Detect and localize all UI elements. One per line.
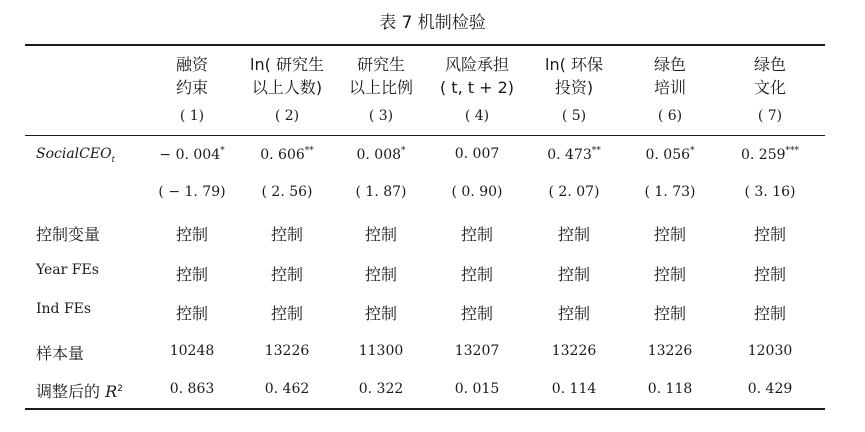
coefficient-cell (356, 146, 405, 163)
row-value-r2: 0. 015 (454, 381, 500, 397)
column-header-line2: 文化 (753, 78, 787, 97)
column-header-line2: 以上比例 (348, 78, 414, 97)
row-label-year (36, 262, 99, 278)
row-value-r2: 0. 322 (358, 381, 404, 397)
row-value-controls: 控制 (364, 225, 398, 244)
t-statistic-cell: ( 1. 87) (355, 184, 407, 200)
row-value-ind: 控制 (753, 304, 787, 323)
row-value-n: 13226 (264, 343, 310, 359)
header-rule (25, 135, 825, 136)
row-value-ind: 控制 (270, 304, 304, 323)
row-value-r2: 0. 462 (264, 381, 310, 397)
bottom-rule (25, 408, 825, 410)
coefficient-value: 0. 056 (645, 147, 691, 163)
coefficient-cell (741, 146, 799, 163)
row-label-text: 调整后的 (36, 382, 101, 401)
significance-stars: *** (785, 146, 800, 156)
row-value-year: 控制 (175, 265, 209, 284)
coefficient-value: 0. 473 (547, 147, 592, 163)
row-label-ind (36, 301, 91, 317)
row-value-controls: 控制 (753, 225, 787, 244)
row-value-year: 控制 (653, 265, 687, 284)
table-caption: 表 7 机制检验 (379, 13, 486, 33)
t-statistic-cell: ( 2. 07) (548, 184, 600, 200)
coefficient-value: 0. 259 (740, 147, 786, 163)
coefficient-cell (455, 146, 500, 162)
significance-stars: ** (591, 146, 601, 156)
t-statistic-cell: ( 2. 56) (261, 184, 313, 200)
column-header-line2: 培训 (653, 78, 687, 97)
column-header-line2: 投资) (554, 78, 594, 97)
row-value-controls: 控制 (460, 225, 494, 244)
row-value-ind: 控制 (557, 304, 591, 323)
row-value-year: 控制 (364, 265, 398, 284)
socialceo-label-subscript: t (111, 154, 115, 164)
row-value-n: 10248 (169, 343, 215, 359)
t-statistic-cell: ( 1. 73) (644, 184, 696, 200)
row-value-n: 11300 (358, 343, 404, 359)
row-value-ind: 控制 (653, 304, 687, 323)
column-header-line1: 风险承担 (444, 55, 510, 74)
row-value-r2: 0. 429 (747, 381, 793, 397)
column-header-line1: 绿色 (653, 55, 687, 74)
column-number: ( 3) (368, 108, 394, 124)
row-value-year: 控制 (753, 265, 787, 284)
row-value-controls: 控制 (175, 225, 209, 244)
row-value-ind: 控制 (175, 304, 209, 323)
row-label-text: 控制变量 (36, 225, 101, 244)
r-superscript: 2 (117, 384, 123, 394)
column-number: ( 6) (657, 108, 683, 124)
row-value-controls: 控制 (653, 225, 687, 244)
significance-stars: * (401, 146, 406, 156)
row-value-n: 13226 (647, 343, 693, 359)
t-statistic-cell: ( − 1. 79) (158, 184, 226, 200)
coefficient-cell (159, 146, 224, 163)
column-header-line1: 研究生 (356, 55, 406, 74)
column-number: ( 4) (464, 108, 490, 124)
top-rule (25, 44, 825, 46)
row-label-n (36, 341, 84, 364)
row-value-n: 12030 (747, 343, 793, 359)
row-value-year: 控制 (557, 265, 591, 284)
coefficient-cell (547, 146, 601, 163)
row-value-controls: 控制 (557, 225, 591, 244)
significance-stars: * (690, 146, 695, 156)
row-value-r2: 0. 114 (551, 381, 597, 397)
column-header-line2: ( t, t + 2) (439, 78, 515, 97)
column-header-line2: 约束 (175, 78, 209, 97)
row-label-controls (36, 222, 100, 245)
column-number: ( 7) (757, 108, 783, 124)
row-label-socialceo (36, 146, 115, 164)
column-header-line1: 绿色 (753, 55, 787, 74)
row-value-ind: 控制 (364, 304, 398, 323)
column-header-line1: ln( 环保 (545, 55, 603, 74)
coefficient-value: 0. 008 (356, 147, 402, 163)
coefficient-value: 0. 007 (454, 146, 500, 162)
coefficient-cell (260, 146, 314, 163)
coefficient-value: − 0. 004 (159, 147, 221, 163)
row-label-text: Ind FEs (36, 301, 92, 317)
t-statistic-cell: ( 0. 90) (451, 184, 503, 200)
t-statistic-cell: ( 3. 16) (744, 184, 796, 200)
row-label-r2 (36, 379, 123, 402)
column-header-line2: 以上人数) (251, 78, 323, 97)
column-number: ( 2) (274, 108, 300, 124)
column-header-line1: ln( 研究生 (250, 55, 324, 74)
coefficient-value: 0. 606 (260, 147, 305, 163)
row-value-n: 13226 (551, 343, 597, 359)
row-value-n: 13207 (454, 343, 500, 359)
row-value-ind: 控制 (460, 304, 494, 323)
row-label-text: 样本量 (36, 344, 85, 363)
socialceo-label-text: SocialCEO (36, 146, 112, 162)
column-number: ( 1) (179, 108, 205, 124)
significance-stars: ** (304, 146, 314, 156)
column-header-line1: 融资 (175, 55, 209, 74)
row-value-controls: 控制 (270, 225, 304, 244)
row-value-r2: 0. 863 (169, 381, 215, 397)
row-label-text: Year FEs (36, 262, 99, 278)
row-value-year: 控制 (460, 265, 494, 284)
r-symbol: R (100, 382, 118, 401)
row-value-year: 控制 (270, 265, 304, 284)
row-value-r2: 0. 118 (647, 381, 693, 397)
coefficient-cell (645, 146, 694, 163)
significance-stars: * (220, 146, 225, 156)
column-number: ( 5) (561, 108, 587, 124)
